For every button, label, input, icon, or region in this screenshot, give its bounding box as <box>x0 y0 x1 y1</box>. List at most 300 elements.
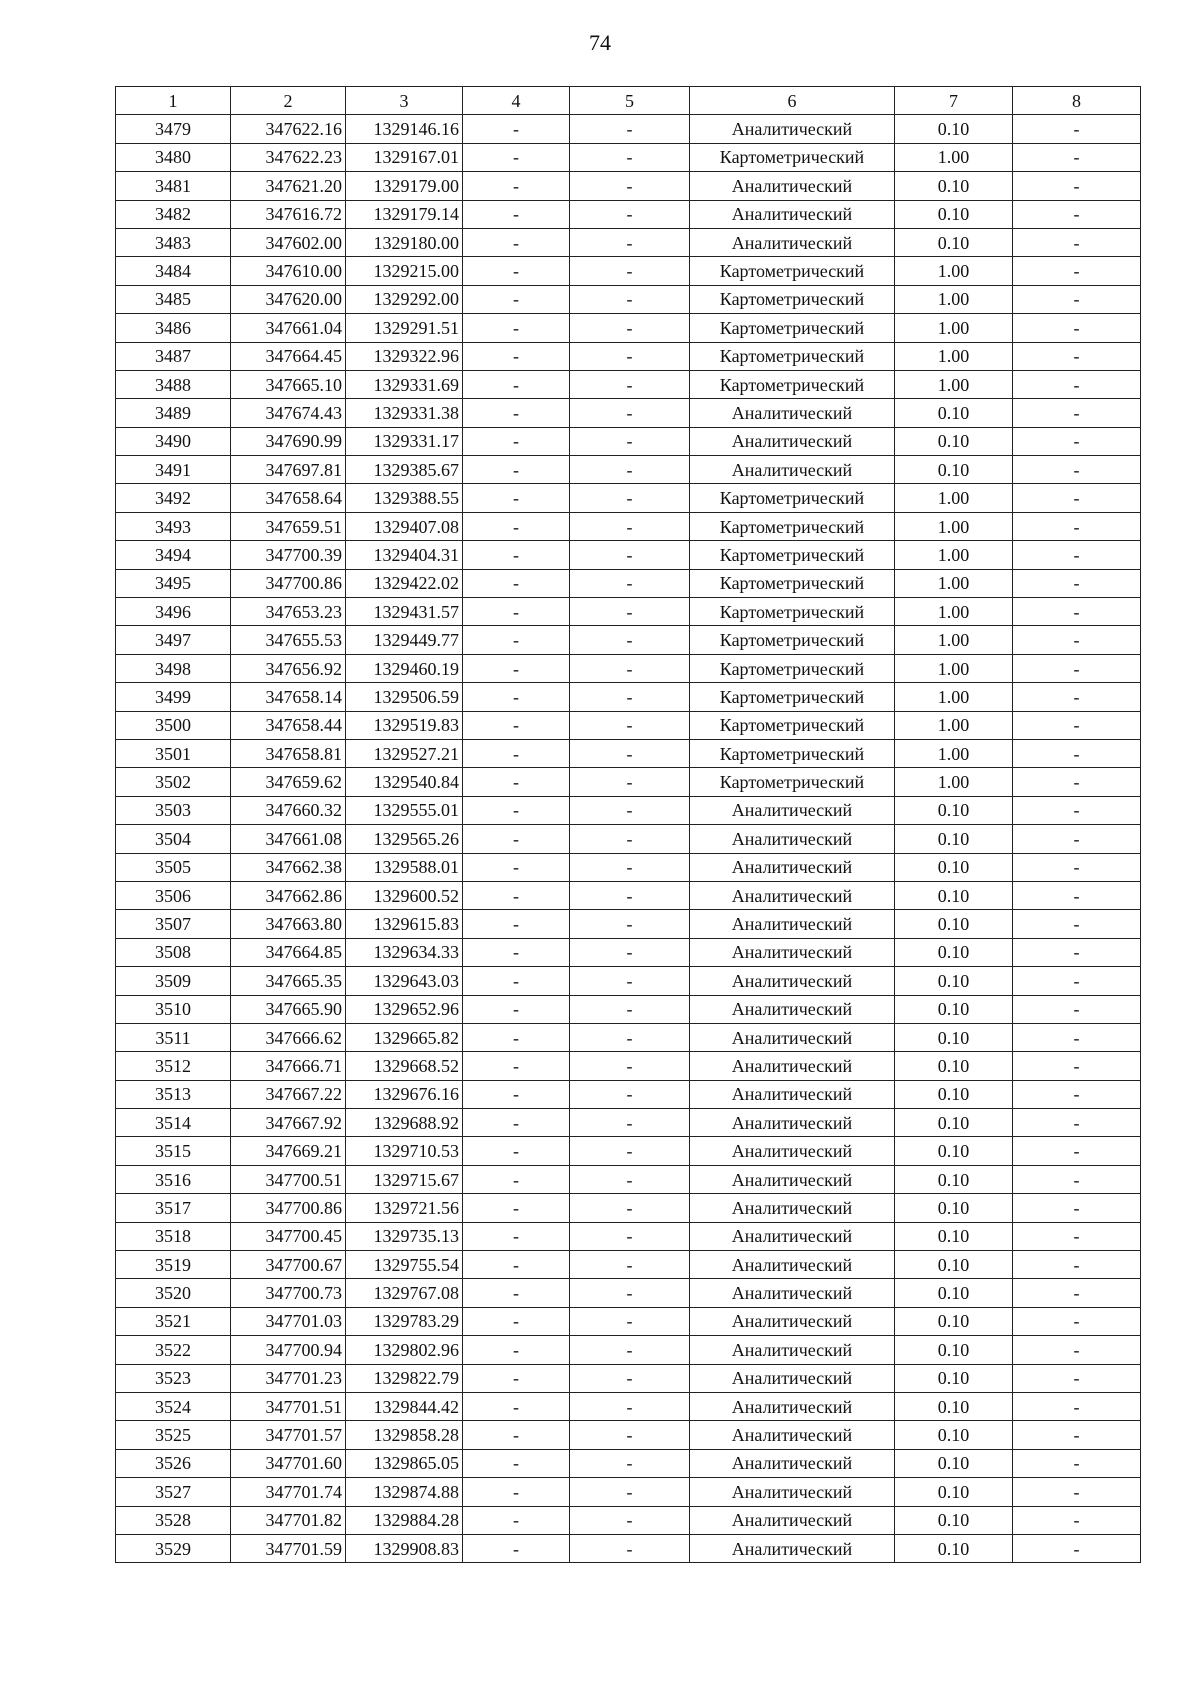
column-8-cell: - <box>1013 1478 1141 1506</box>
column-8-cell: - <box>1013 257 1141 285</box>
y-coordinate-cell: 1329844.42 <box>346 1392 463 1420</box>
x-coordinate-cell: 347700.94 <box>231 1336 346 1364</box>
table-body <box>116 115 1141 1563</box>
column-8-cell: - <box>1013 1506 1141 1534</box>
table-row <box>116 967 1141 995</box>
point-number-cell: 3497 <box>116 626 231 654</box>
table-row <box>116 1165 1141 1193</box>
column-8-cell: - <box>1013 881 1141 909</box>
accuracy-cell: 0.10 <box>895 1336 1013 1364</box>
column-4-cell: - <box>463 598 570 626</box>
table-row <box>116 1080 1141 1108</box>
column-8-cell: - <box>1013 1534 1141 1562</box>
column-5-cell: - <box>570 598 690 626</box>
point-number-cell: 3528 <box>116 1506 231 1534</box>
y-coordinate-cell: 1329180.00 <box>346 228 463 256</box>
method-cell: Аналитический <box>690 1194 895 1222</box>
point-number-cell: 3483 <box>116 228 231 256</box>
column-4-cell: - <box>463 285 570 313</box>
y-coordinate-cell: 1329721.56 <box>346 1194 463 1222</box>
y-coordinate-cell: 1329767.08 <box>346 1279 463 1307</box>
method-cell: Аналитический <box>690 1023 895 1051</box>
column-5-cell: - <box>570 427 690 455</box>
x-coordinate-cell: 347616.72 <box>231 200 346 228</box>
y-coordinate-cell: 1329555.01 <box>346 796 463 824</box>
point-number-cell: 3524 <box>116 1392 231 1420</box>
column-8-cell: - <box>1013 910 1141 938</box>
column-8-cell: - <box>1013 853 1141 881</box>
accuracy-cell: 0.10 <box>895 1364 1013 1392</box>
table-row <box>116 456 1141 484</box>
column-5-cell: - <box>570 1222 690 1250</box>
column-4-cell: - <box>463 1307 570 1335</box>
column-5-cell: - <box>570 1109 690 1137</box>
x-coordinate-cell: 347659.51 <box>231 512 346 540</box>
table-row <box>116 654 1141 682</box>
column-header: 3 <box>346 87 463 115</box>
column-8-cell: - <box>1013 967 1141 995</box>
point-number-cell: 3482 <box>116 200 231 228</box>
column-5-cell: - <box>570 910 690 938</box>
column-5-cell: - <box>570 1251 690 1279</box>
table-row <box>116 342 1141 370</box>
point-number-cell: 3492 <box>116 484 231 512</box>
column-4-cell: - <box>463 512 570 540</box>
column-4-cell: - <box>463 1336 570 1364</box>
accuracy-cell: 1.00 <box>895 711 1013 739</box>
x-coordinate-cell: 347660.32 <box>231 796 346 824</box>
method-cell: Аналитический <box>690 1251 895 1279</box>
column-4-cell: - <box>463 370 570 398</box>
column-4-cell: - <box>463 541 570 569</box>
method-cell: Аналитический <box>690 1506 895 1534</box>
table-row <box>116 739 1141 767</box>
point-number-cell: 3514 <box>116 1109 231 1137</box>
method-cell: Аналитический <box>690 456 895 484</box>
table-row <box>116 1279 1141 1307</box>
y-coordinate-cell: 1329292.00 <box>346 285 463 313</box>
accuracy-cell: 1.00 <box>895 257 1013 285</box>
point-number-cell: 3484 <box>116 257 231 285</box>
column-5-cell: - <box>570 370 690 398</box>
column-4-cell: - <box>463 143 570 171</box>
column-8-cell: - <box>1013 143 1141 171</box>
method-cell: Картометрический <box>690 683 895 711</box>
column-5-cell: - <box>570 1023 690 1051</box>
method-cell: Картометрический <box>690 569 895 597</box>
table-row <box>116 1421 1141 1449</box>
point-number-cell: 3491 <box>116 456 231 484</box>
table-row <box>116 1109 1141 1137</box>
table-row <box>116 938 1141 966</box>
column-4-cell: - <box>463 399 570 427</box>
point-number-cell: 3511 <box>116 1023 231 1051</box>
column-4-cell: - <box>463 853 570 881</box>
table-row <box>116 768 1141 796</box>
accuracy-cell: 1.00 <box>895 683 1013 711</box>
method-cell: Аналитический <box>690 853 895 881</box>
method-cell: Аналитический <box>690 228 895 256</box>
column-8-cell: - <box>1013 1279 1141 1307</box>
accuracy-cell: 0.10 <box>895 1080 1013 1108</box>
method-cell: Аналитический <box>690 1080 895 1108</box>
accuracy-cell: 1.00 <box>895 484 1013 512</box>
point-number-cell: 3493 <box>116 512 231 540</box>
x-coordinate-cell: 347658.64 <box>231 484 346 512</box>
x-coordinate-cell: 347602.00 <box>231 228 346 256</box>
y-coordinate-cell: 1329404.31 <box>346 541 463 569</box>
column-8-cell: - <box>1013 342 1141 370</box>
method-cell: Картометрический <box>690 541 895 569</box>
x-coordinate-cell: 347665.90 <box>231 995 346 1023</box>
point-number-cell: 3505 <box>116 853 231 881</box>
accuracy-cell: 0.10 <box>895 1534 1013 1562</box>
method-cell: Аналитический <box>690 427 895 455</box>
column-8-cell: - <box>1013 456 1141 484</box>
column-5-cell: - <box>570 456 690 484</box>
column-5-cell: - <box>570 1392 690 1420</box>
x-coordinate-cell: 347621.20 <box>231 172 346 200</box>
x-coordinate-cell: 347658.81 <box>231 739 346 767</box>
accuracy-cell: 0.10 <box>895 995 1013 1023</box>
x-coordinate-cell: 347662.86 <box>231 881 346 909</box>
x-coordinate-cell: 347700.45 <box>231 1222 346 1250</box>
x-coordinate-cell: 347658.14 <box>231 683 346 711</box>
x-coordinate-cell: 347665.35 <box>231 967 346 995</box>
point-number-cell: 3479 <box>116 115 231 143</box>
column-4-cell: - <box>463 683 570 711</box>
y-coordinate-cell: 1329407.08 <box>346 512 463 540</box>
point-number-cell: 3486 <box>116 314 231 342</box>
x-coordinate-cell: 347664.45 <box>231 342 346 370</box>
point-number-cell: 3509 <box>116 967 231 995</box>
point-number-cell: 3516 <box>116 1165 231 1193</box>
table-row <box>116 228 1141 256</box>
y-coordinate-cell: 1329588.01 <box>346 853 463 881</box>
column-8-cell: - <box>1013 1194 1141 1222</box>
method-cell: Картометрический <box>690 370 895 398</box>
column-8-cell: - <box>1013 654 1141 682</box>
column-8-cell: - <box>1013 370 1141 398</box>
method-cell: Аналитический <box>690 1336 895 1364</box>
x-coordinate-cell: 347667.92 <box>231 1109 346 1137</box>
column-8-cell: - <box>1013 598 1141 626</box>
y-coordinate-cell: 1329431.57 <box>346 598 463 626</box>
point-number-cell: 3507 <box>116 910 231 938</box>
x-coordinate-cell: 347622.23 <box>231 143 346 171</box>
method-cell: Аналитический <box>690 995 895 1023</box>
column-4-cell: - <box>463 654 570 682</box>
y-coordinate-cell: 1329665.82 <box>346 1023 463 1051</box>
column-8-cell: - <box>1013 1165 1141 1193</box>
column-8-cell: - <box>1013 825 1141 853</box>
table-row <box>116 1251 1141 1279</box>
column-5-cell: - <box>570 853 690 881</box>
point-number-cell: 3496 <box>116 598 231 626</box>
column-4-cell: - <box>463 228 570 256</box>
table-row <box>116 257 1141 285</box>
method-cell: Аналитический <box>690 399 895 427</box>
x-coordinate-cell: 347655.53 <box>231 626 346 654</box>
point-number-cell: 3498 <box>116 654 231 682</box>
point-number-cell: 3519 <box>116 1251 231 1279</box>
y-coordinate-cell: 1329688.92 <box>346 1109 463 1137</box>
y-coordinate-cell: 1329519.83 <box>346 711 463 739</box>
column-5-cell: - <box>570 881 690 909</box>
y-coordinate-cell: 1329858.28 <box>346 1421 463 1449</box>
point-number-cell: 3523 <box>116 1364 231 1392</box>
column-5-cell: - <box>570 683 690 711</box>
x-coordinate-cell: 347700.39 <box>231 541 346 569</box>
table-row <box>116 598 1141 626</box>
method-cell: Аналитический <box>690 1307 895 1335</box>
method-cell: Аналитический <box>690 1534 895 1562</box>
point-number-cell: 3510 <box>116 995 231 1023</box>
y-coordinate-cell: 1329215.00 <box>346 257 463 285</box>
y-coordinate-cell: 1329449.77 <box>346 626 463 654</box>
method-cell: Аналитический <box>690 1449 895 1477</box>
method-cell: Картометрический <box>690 257 895 285</box>
method-cell: Аналитический <box>690 1109 895 1137</box>
column-5-cell: - <box>570 654 690 682</box>
method-cell: Картометрический <box>690 598 895 626</box>
table-row <box>116 711 1141 739</box>
point-number-cell: 3503 <box>116 796 231 824</box>
column-5-cell: - <box>570 1449 690 1477</box>
table-row <box>116 1137 1141 1165</box>
column-4-cell: - <box>463 796 570 824</box>
table-row <box>116 143 1141 171</box>
table-row <box>116 995 1141 1023</box>
column-8-cell: - <box>1013 314 1141 342</box>
column-5-cell: - <box>570 1478 690 1506</box>
x-coordinate-cell: 347690.99 <box>231 427 346 455</box>
x-coordinate-cell: 347701.51 <box>231 1392 346 1420</box>
accuracy-cell: 0.10 <box>895 456 1013 484</box>
x-coordinate-cell: 347661.08 <box>231 825 346 853</box>
y-coordinate-cell: 1329802.96 <box>346 1336 463 1364</box>
table-row <box>116 399 1141 427</box>
accuracy-cell: 0.10 <box>895 967 1013 995</box>
table-row <box>116 1336 1141 1364</box>
y-coordinate-cell: 1329460.19 <box>346 654 463 682</box>
x-coordinate-cell: 347701.82 <box>231 1506 346 1534</box>
accuracy-cell: 0.10 <box>895 825 1013 853</box>
method-cell: Аналитический <box>690 1279 895 1307</box>
accuracy-cell: 0.10 <box>895 910 1013 938</box>
method-cell: Аналитический <box>690 967 895 995</box>
column-4-cell: - <box>463 1165 570 1193</box>
accuracy-cell: 0.10 <box>895 228 1013 256</box>
point-number-cell: 3526 <box>116 1449 231 1477</box>
x-coordinate-cell: 347667.22 <box>231 1080 346 1108</box>
column-8-cell: - <box>1013 1251 1141 1279</box>
accuracy-cell: 1.00 <box>895 654 1013 682</box>
x-coordinate-cell: 347669.21 <box>231 1137 346 1165</box>
column-4-cell: - <box>463 456 570 484</box>
coordinates-table <box>115 86 1141 1563</box>
column-4-cell: - <box>463 314 570 342</box>
method-cell: Аналитический <box>690 172 895 200</box>
table-row <box>116 1392 1141 1420</box>
column-8-cell: - <box>1013 1109 1141 1137</box>
x-coordinate-cell: 347700.73 <box>231 1279 346 1307</box>
point-number-cell: 3513 <box>116 1080 231 1108</box>
table-row <box>116 683 1141 711</box>
y-coordinate-cell: 1329422.02 <box>346 569 463 597</box>
column-header: 4 <box>463 87 570 115</box>
column-5-cell: - <box>570 512 690 540</box>
point-number-cell: 3487 <box>116 342 231 370</box>
x-coordinate-cell: 347701.60 <box>231 1449 346 1477</box>
accuracy-cell: 1.00 <box>895 143 1013 171</box>
column-8-cell: - <box>1013 427 1141 455</box>
column-8-cell: - <box>1013 399 1141 427</box>
column-4-cell: - <box>463 172 570 200</box>
point-number-cell: 3512 <box>116 1052 231 1080</box>
column-5-cell: - <box>570 1194 690 1222</box>
column-4-cell: - <box>463 910 570 938</box>
x-coordinate-cell: 347697.81 <box>231 456 346 484</box>
table-row <box>116 512 1141 540</box>
y-coordinate-cell: 1329167.01 <box>346 143 463 171</box>
table-row <box>116 172 1141 200</box>
point-number-cell: 3521 <box>116 1307 231 1335</box>
method-cell: Аналитический <box>690 1392 895 1420</box>
column-5-cell: - <box>570 228 690 256</box>
point-number-cell: 3490 <box>116 427 231 455</box>
column-8-cell: - <box>1013 1137 1141 1165</box>
method-cell: Аналитический <box>690 825 895 853</box>
table-row <box>116 1307 1141 1335</box>
column-5-cell: - <box>570 399 690 427</box>
point-number-cell: 3495 <box>116 569 231 597</box>
accuracy-cell: 0.10 <box>895 938 1013 966</box>
method-cell: Картометрический <box>690 285 895 313</box>
y-coordinate-cell: 1329822.79 <box>346 1364 463 1392</box>
point-number-cell: 3520 <box>116 1279 231 1307</box>
column-4-cell: - <box>463 1194 570 1222</box>
column-5-cell: - <box>570 1421 690 1449</box>
accuracy-cell: 0.10 <box>895 1137 1013 1165</box>
column-8-cell: - <box>1013 1421 1141 1449</box>
point-number-cell: 3525 <box>116 1421 231 1449</box>
table-row <box>116 1052 1141 1080</box>
x-coordinate-cell: 347653.23 <box>231 598 346 626</box>
column-5-cell: - <box>570 1307 690 1335</box>
column-5-cell: - <box>570 1165 690 1193</box>
y-coordinate-cell: 1329291.51 <box>346 314 463 342</box>
column-4-cell: - <box>463 1080 570 1108</box>
column-8-cell: - <box>1013 541 1141 569</box>
accuracy-cell: 0.10 <box>895 1194 1013 1222</box>
y-coordinate-cell: 1329506.59 <box>346 683 463 711</box>
column-4-cell: - <box>463 569 570 597</box>
table-row <box>116 427 1141 455</box>
x-coordinate-cell: 347656.92 <box>231 654 346 682</box>
point-number-cell: 3481 <box>116 172 231 200</box>
column-4-cell: - <box>463 200 570 228</box>
column-8-cell: - <box>1013 1392 1141 1420</box>
column-8-cell: - <box>1013 1023 1141 1051</box>
point-number-cell: 3529 <box>116 1534 231 1562</box>
accuracy-cell: 0.10 <box>895 1251 1013 1279</box>
column-8-cell: - <box>1013 711 1141 739</box>
table-row <box>116 541 1141 569</box>
column-header: 5 <box>570 87 690 115</box>
column-5-cell: - <box>570 484 690 512</box>
column-5-cell: - <box>570 257 690 285</box>
header-row <box>116 87 1141 115</box>
accuracy-cell: 0.10 <box>895 1421 1013 1449</box>
x-coordinate-cell: 347663.80 <box>231 910 346 938</box>
x-coordinate-cell: 347701.23 <box>231 1364 346 1392</box>
x-coordinate-cell: 347674.43 <box>231 399 346 427</box>
column-5-cell: - <box>570 314 690 342</box>
column-5-cell: - <box>570 995 690 1023</box>
x-coordinate-cell: 347701.59 <box>231 1534 346 1562</box>
table-row <box>116 285 1141 313</box>
x-coordinate-cell: 347661.04 <box>231 314 346 342</box>
accuracy-cell: 1.00 <box>895 626 1013 654</box>
table-row <box>116 569 1141 597</box>
point-number-cell: 3518 <box>116 1222 231 1250</box>
y-coordinate-cell: 1329643.03 <box>346 967 463 995</box>
accuracy-cell: 0.10 <box>895 853 1013 881</box>
y-coordinate-cell: 1329331.69 <box>346 370 463 398</box>
point-number-cell: 3488 <box>116 370 231 398</box>
y-coordinate-cell: 1329634.33 <box>346 938 463 966</box>
column-8-cell: - <box>1013 1364 1141 1392</box>
accuracy-cell: 0.10 <box>895 399 1013 427</box>
column-8-cell: - <box>1013 938 1141 966</box>
method-cell: Картометрический <box>690 484 895 512</box>
table-row <box>116 1222 1141 1250</box>
accuracy-cell: 0.10 <box>895 172 1013 200</box>
x-coordinate-cell: 347622.16 <box>231 115 346 143</box>
column-5-cell: - <box>570 938 690 966</box>
method-cell: Аналитический <box>690 115 895 143</box>
column-5-cell: - <box>570 825 690 853</box>
column-4-cell: - <box>463 257 570 285</box>
method-cell: Аналитический <box>690 881 895 909</box>
column-5-cell: - <box>570 711 690 739</box>
column-5-cell: - <box>570 200 690 228</box>
x-coordinate-cell: 347701.57 <box>231 1421 346 1449</box>
column-4-cell: - <box>463 825 570 853</box>
table-row <box>116 115 1141 143</box>
accuracy-cell: 0.10 <box>895 1023 1013 1051</box>
column-5-cell: - <box>570 1080 690 1108</box>
method-cell: Картометрический <box>690 626 895 654</box>
accuracy-cell: 0.10 <box>895 1506 1013 1534</box>
y-coordinate-cell: 1329179.00 <box>346 172 463 200</box>
column-4-cell: - <box>463 1222 570 1250</box>
x-coordinate-cell: 347700.86 <box>231 569 346 597</box>
accuracy-cell: 0.10 <box>895 1222 1013 1250</box>
point-number-cell: 3504 <box>116 825 231 853</box>
y-coordinate-cell: 1329179.14 <box>346 200 463 228</box>
column-5-cell: - <box>570 739 690 767</box>
x-coordinate-cell: 347659.62 <box>231 768 346 796</box>
column-4-cell: - <box>463 1279 570 1307</box>
column-5-cell: - <box>570 569 690 597</box>
method-cell: Картометрический <box>690 512 895 540</box>
column-8-cell: - <box>1013 995 1141 1023</box>
y-coordinate-cell: 1329652.96 <box>346 995 463 1023</box>
column-header: 2 <box>231 87 346 115</box>
method-cell: Аналитический <box>690 1137 895 1165</box>
